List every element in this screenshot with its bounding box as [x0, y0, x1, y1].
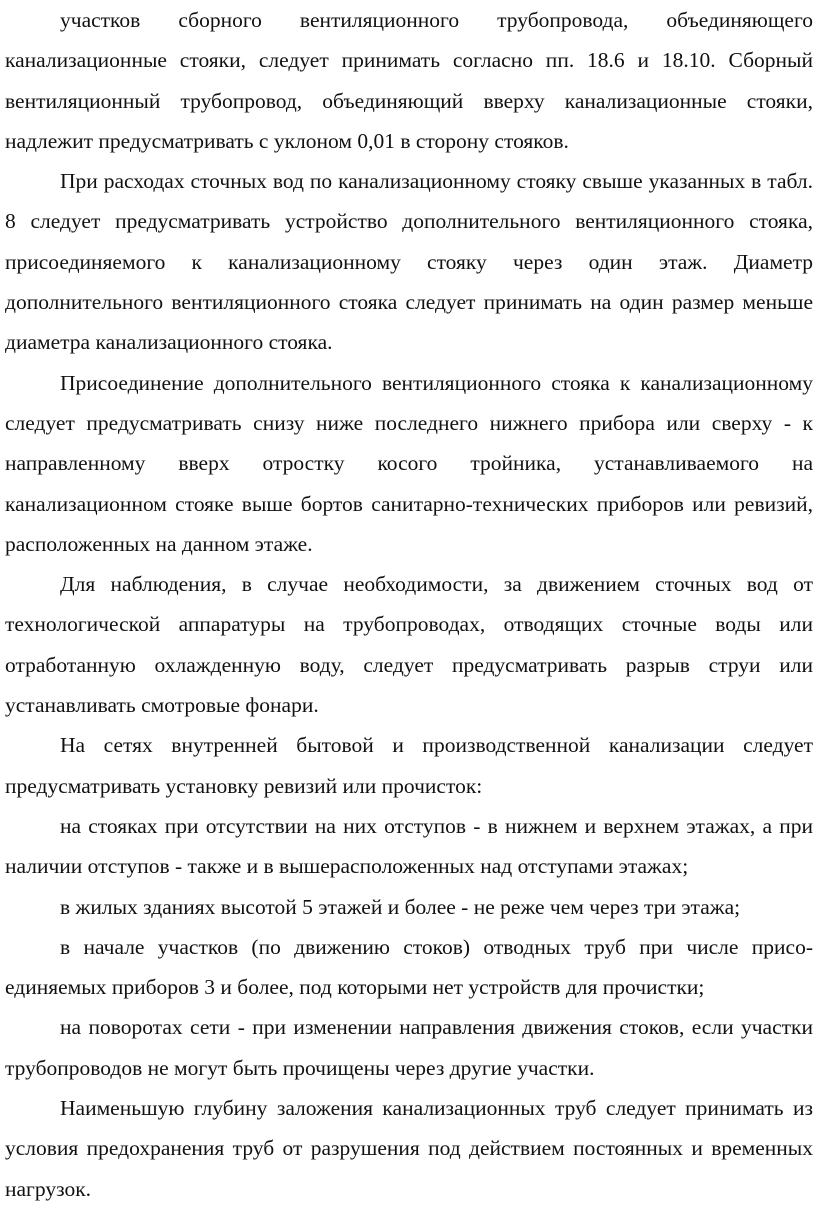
document-page [5, 0, 813, 1209]
list-item-3: в начале участков (по движению стоков) отводных труб при числе присоединяемых приборов 3 и более, под которыми нет устройств для прочистки; [5, 934, 813, 1000]
paragraph-5: На сетях внутренней бытовой и производственной канализации следует предусматривать установку ревизий или прочисток: [5, 733, 813, 798]
list-item-4: на поворотах сети - при изменении направления движения стоков, если участки трубопроводов не могут быть прочищены через другие участки. [5, 1015, 813, 1080]
list-item-1: на стояках при отсутствии на них отступов - в нижнем и верхнем этажах, а при наличии отступов - также и в вышерасположенных над отступами этажах; [5, 813, 813, 879]
paragraph-2: При расходах сточных вод по канализационному стояку свыше указанных в табл. 8 следует предусматривать устройство дополнительного вентиляционного стояка, присоединяемого к канализационному стояку через один этаж. Диаметр дополнительного вентиляционного стояка следует принимать на один размер меньше диаметра канализационного стояка. [5, 169, 813, 355]
paragraph-1: участков сборного вентиляционного трубопровода, объединяющего канализационные стояки, следует принимать согласно пп. 18.6 и 18.10. Сборный вентиляционный трубопровод, объединяющий вверху канализационные стояки, надлежит предусматривать с уклоном 0,01 в сторону стояков. [5, 8, 813, 153]
paragraph-3: Присоединение дополнительного вентиляционного стояка к канализационному следует предусматривать снизу ниже последнего нижнего прибора или сверху - к направленному вверх отростку косого тройника, устанавливаемого на канализационном стояке выше бортов санитарно-технических приборов или ревизий, расположенных на данном этаже. [5, 370, 813, 556]
paragraph-6: Наименьшую глубину заложения канализационных труб следует принимать из условия предохранения труб от разрушения под действием постоянных и временных нагрузок. [5, 1096, 813, 1201]
list-item-2: в жилых зданиях высотой 5 этажей и более - не реже чем через три этажа; [60, 894, 741, 919]
paragraph-4: Для наблюдения, в случае необходимости, за движением сточных вод от технологической аппаратуры на трубопроводах, отводящих сточные воды или отработанную охлажденную воду, следует предусматривать разрыв струи или устанавливать смотровые фонари. [5, 572, 813, 718]
